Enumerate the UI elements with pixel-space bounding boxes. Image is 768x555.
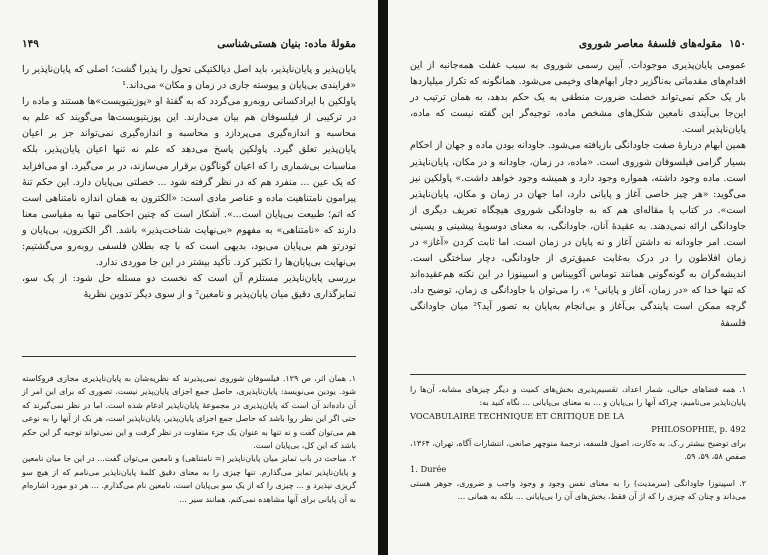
right-running-title: مقوله‌های فلسفهٔ معاصر شوروی bbox=[578, 38, 722, 50]
right-paragraph-1: عمومی پایان‌پذیری موجودات. آیین رسمی شوروی به سبب غفلت همه‌جانبه از این اقدام‌های مقدماتی به‌ناگزیر دچار ابهام‌های وخیمی می‌شود. همانگونه که تکرار میلیاردها بار یک حکم نمی‌تواند خصلت ضرورت منطقی به یک حکم بدهد، به همان ترتیب در این‌جا بی‌آیندی نامعین شکل‌های مشخص ماده، توجیه‌گر این گفته نیست که ماده، پایان‌ناپذیر است. bbox=[410, 60, 746, 136]
left-paragraph-1: پایان‌پذیر و پایان‌ناپذیر، باید اصل دیالکتیکی تحول را پذیرا گشت؛ اصلی که پایان‌ناپذیر را «فرایندی بی‌پایان و پیوسته جاری در زمان و مکان» می‌داند.¹ bbox=[22, 64, 356, 92]
left-running-title: مقولهٔ ماده: بنیان هستی‌شناسی bbox=[217, 38, 356, 50]
right-latin-reference: VOCABULAIRE TECHNIQUE ET CRITIQUE DE LA bbox=[410, 410, 625, 421]
left-paragraph-2: پاولکین با ایرادکسانی روبه‌رو می‌گردد که به گفتهٔ او «پوزیتیویست»ها هستند و ماده را در ترکیبی از فیلسوفان هم بیان می‌دارند. این پوزیتیویست‌ها می‌گویند که علم به محاسبه و اندازه‌گیری می‌پردازد و محاسبه و اندازه‌گیری نمی‌تواند جز بر اعیان پایان‌پذیر تعلق گیرد. پاولکین پاسخ می‌دهد که علم نه تنها اعیان پایان‌پذیر، بلکه مناسبات بی‌شماری را که اعیان گوناگون برقرار می‌سازند، در بر می‌گیرد. او می‌افزاید که یک عین ... منفرد هم که در نظر گرفته شود ... خصلتی بی‌پایان دارد. این حکم تنهٔ پیرامون نامتناهیت ماده و عناصر مادی است: «الکترون به همان اندازه نامتناهی است که اتم؛ طبیعت بی‌پایان است...». آشکار است که چنین احکامی تنها به مقیاسی معنا دارند که «نامتناهی» به مفهوم «بی‌نهایت شناخت‌پذیر» باشد. اگر الکترون، بی‌پایان و تو‌در‌تو هم بی‌پایان می‌بود، بدیهی است که با چه بطلان فلسفی روبه‌رو می‌گشتیم: بی‌نهایت بی‌پایان‌ها را تکثیر کرد. تأکید بیشتر در این جا موردی ندارد. bbox=[22, 96, 356, 269]
left-footnote-2: ۲. مباحث در باب تمایز میان پایان‌ناپذیر (= نامتناهی) و نامعین می‌توان گفت... در این جا میان نامعین و پایان‌ناپذیر تمایز می‌گذارم. تنها چیزی را به معنای دقیق کلمهٔ پایان‌ناپذیر می‌نامم که از هیچ سو گریزی نپذیرد و ... چیزی را که از یک سو بی‌پایان است، نامعین نام می‌گذارم. ... هر دو مورد اشاره‌ام به آن پایانی برای آنها مشاهده نمی‌کنم. همانند سیر ... bbox=[22, 454, 356, 504]
book-gutter bbox=[378, 0, 388, 555]
left-body-text bbox=[22, 62, 356, 303]
right-body-text bbox=[410, 58, 746, 332]
right-page-number: ۱۵۰ bbox=[729, 38, 746, 50]
right-paragraph-2: همین ابهام دربارهٔ صفت جاودانگی بازیافته می‌شود. جاودانه بودن ماده و جهان از احکام بسیار گرامی فیلسوفان شوروی است. «ماده، در زمان، جاودانه و در مکان، پایان‌ناپذیر است. ماده وجود داشته، همواره وجود دارد و همیشه وجود خواهد داشت.» پاولکین نیز می‌گوید: «هر چیز خاصی آغاز و پایانی دارد، اما جهان در زمان و مکان، پایان‌ناپذیر است». در کتاب یا مقاله‌ای هم که به جاودانگی شوروی هیچگاه تعریف دیگری از جاودانگی ارائه نمی‌دهند. به عقیدهٔ آنان، جاودانگی، به معنای دوسویهٔ پیشینی و پسینی است. امر جاودانه نه داشتن آغاز و نه پایان در زمان است. اما ثابت کردن «آغاز» در زمان افلاطون را در درک به‌غایت عمیق‌تری از جاودانگی، دچار ساختگی است. اندیشه‌گران به گونه‌گونی همانند توماس آکوییناس و اسپینوزا در این نکته هم‌عقیده‌اند که تنها خدا که «در زمان، آغاز و پایانی¹ »، را می‌توان با جاودانگی ی زمان، توضیح داد. گرچه ممکن است پایندگی بی‌آغاز و بی‌انجام به‌پایان به تصور آید؟² میان جاودانگی فلسفهٔ bbox=[410, 140, 746, 329]
left-footnote-rule bbox=[22, 356, 356, 357]
left-paragraph-3: بررسی پایان‌ناپذیر مستلزم آن است که نخست دو مسئله حل شود: از یک سو، تمایزگذاری دقیق میان پایان‌پذیر و نامعین² و از سوی دیگر تدوین نظریهٔ bbox=[22, 273, 356, 301]
left-page-number: ۱۴۹ bbox=[22, 38, 39, 50]
right-footnote-1: ۱. همه فضاهای خیالی، شمار اعداد، تقسیم‌پذیری بخش‌های کمیت و دیگر چیزهای مشابه، آن‌ها را پایان‌ناپذیر می‌نامیم، چراکه آنها را بی‌پایان و ... به معنای بی‌پایانی ... نگاه کنید به: bbox=[410, 385, 746, 408]
right-footnotes bbox=[410, 383, 746, 504]
right-footnote-3: ۲. اسپینوزا جاودانگی (سرمدیت) را به معنای نفس وجود و وجود واجب و ضروری، جوهر هستی می‌داند و چنان که چیزی را که از آن فقط، بخش‌های آن را بی‌پایانی ... بلکه به همانی ... bbox=[410, 478, 746, 502]
left-page bbox=[0, 0, 378, 555]
left-footnote-1: ۱. همان اثر، ص ۱۲۹. فیلسوفان شوروی نمی‌پذیرند که نظریه‌شان به پایان‌ناپذیری مجازی فروکاسته شود. یودین می‌نویسد: پایان‌ناپذیری، حاصل جمع اجزای پایان‌پذیر نیست. تصوری که برای این امر از آن داده‌اند آن است که پایان‌پذیری در مجموعهٔ پایان‌ناپذیر ادغام شده است. اما در نظر نمی‌گیرند که حتی اگر این نظر روا باشد که حاصل جمع اجزای پایان‌پذیر، پایان‌ناپذیر است، هر یک از آنها را به نوعی هم می‌توان گفت و نه تنها به عنوان یک جزء متفاوت در نظر گرفت و این نمی‌تواند توجیه گر این حکم باشد که این کل، بی‌پایان است. bbox=[22, 374, 356, 451]
right-footnote-rule bbox=[410, 374, 746, 375]
left-footnotes bbox=[22, 372, 356, 506]
right-latin-term: 1. Durée bbox=[410, 464, 447, 475]
right-latin-reference-2: PHILOSOPHIE, p. 492 bbox=[651, 424, 746, 435]
right-page bbox=[388, 0, 768, 555]
right-footnote-2: برای توضیح بیشتر ر.ک. به ه‌کارت، اصول فلسفه، ترجمهٔ منوچهر صانعی، انتشارات آگاه، تهران، ۱۳۶۴، صفص ۵۸، ۵۹، ۵۹. bbox=[410, 438, 746, 462]
